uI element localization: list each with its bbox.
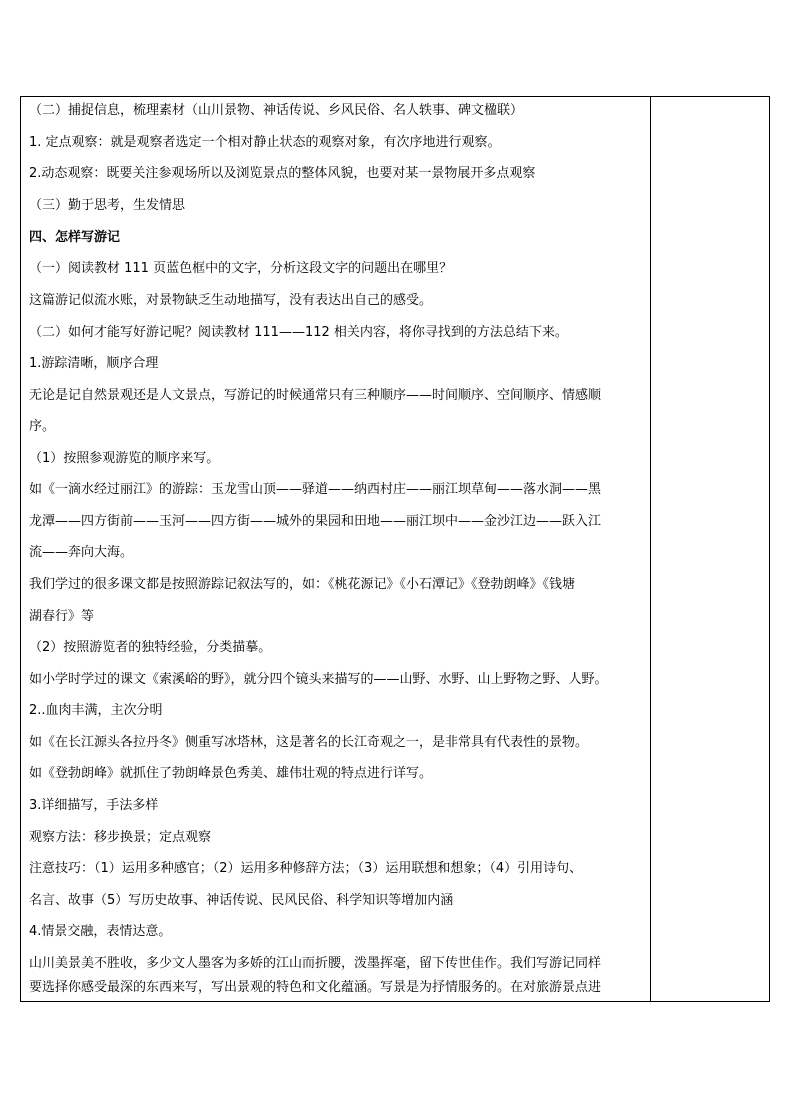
subheading-think: （三）勤于思考，生发情思 [29,198,186,213]
paragraph-line: 湖春行》等 [29,609,95,624]
paragraph-line: 注意技巧：（1）运用多种感官；（2）运用多种修辞方法；（3）运用联想和想象；（4）引用诗句、 [29,861,583,876]
paragraph-line: 山川美景美不胜收，多少文人墨客为多娇的江山而折腰，泼墨挥毫，留下传世佳作。我们写游记同样 [29,956,602,971]
content-cell [21,97,651,1001]
notes-cell [650,97,769,1001]
subheading-capture-info: （二）捕捉信息，梳理素材（山川景物、神话传说、乡风民俗、名人轶事、碑文楹联） [29,103,524,118]
paragraph-line: 流——奔向大海。 [29,545,134,560]
paragraph-line: 如《一滴水经过丽江》的游踪：玉龙雪山顶——驿道——纳西村庄——丽江坝草甸——落水洞——黑 [29,482,602,497]
point-fixed-observation: 1. 定点观察：就是观察者选定一个相对静止状态的观察对象，有次序地进行观察。 [29,135,501,150]
section-heading: 四、怎样写游记 [29,230,121,245]
paragraph-line: 我们学过的很多课文都是按照游踪记叙法写的，如：《桃花源记》《小石潭记》《登勃朗峰》《钱塘 [29,577,576,592]
paragraph-line: 如小学时学过的课文《索溪峪的野》，就分四个镜头来描写的——山野、水野、山上野物之野、人野。 [29,672,608,687]
subpoint-two: （2）按照游览者的独特经验，分类描摹。 [29,640,272,655]
answer-one: 这篇游记似流水账，对景物缺乏生动地描写，没有表达出自己的感受。 [29,293,433,308]
paragraph-line: 序。 [29,419,56,434]
method-four-heading: 4.情景交融，表情达意。 [29,924,172,939]
paragraph-line: 如《在长江源头各拉丹冬》侧重写冰塔林，这是著名的长江奇观之一，是非常具有代表性的景物。 [29,735,589,750]
paragraph-line: 名言、故事（5）写历史故事、神话传说、民风民俗、科学知识等增加内涵 [29,893,454,908]
document-table [20,96,770,1002]
paragraph-line: 如《登勃朗峰》就抓住了勃朗峰景色秀美、雄伟壮观的特点进行详写。 [29,766,433,781]
question-two: （二）如何才能写好游记呢？阅读教材 111——112 相关内容，将你寻找到的方法总结下来。 [29,325,568,340]
method-three-heading: 3.详细描写，手法多样 [29,798,159,813]
method-one-heading: 1.游踪清晰，顺序合理 [29,356,159,371]
subpoint-one: （1）按照参观游览的顺序来写。 [29,451,220,466]
paragraph-line: 观察方法：移步换景；定点观察 [29,830,212,845]
point-dynamic-observation: 2.动态观察：既要关注参观场所以及浏览景点的整体风貌，也要对某一景物展开多点观察 [29,166,536,181]
question-one: （一）阅读教材 111 页蓝色框中的文字，分析这段文字的问题出在哪里？ [29,261,453,276]
paragraph-line: 要选择你感受最深的东西来写，写出景观的特色和文化蕴涵。写景是为抒情服务的。在对旅游景点进 [29,980,602,995]
method-two-heading: 2..血肉丰满，主次分明 [29,703,163,718]
paragraph-line: 龙潭——四方街前——玉河——四方街——城外的果园和田地——丽江坝中——金沙江边——跃入江 [29,514,602,529]
paragraph-line: 无论是记自然景观还是人文景点，写游记的时候通常只有三种顺序——时间顺序、空间顺序、情感顺 [29,388,602,403]
